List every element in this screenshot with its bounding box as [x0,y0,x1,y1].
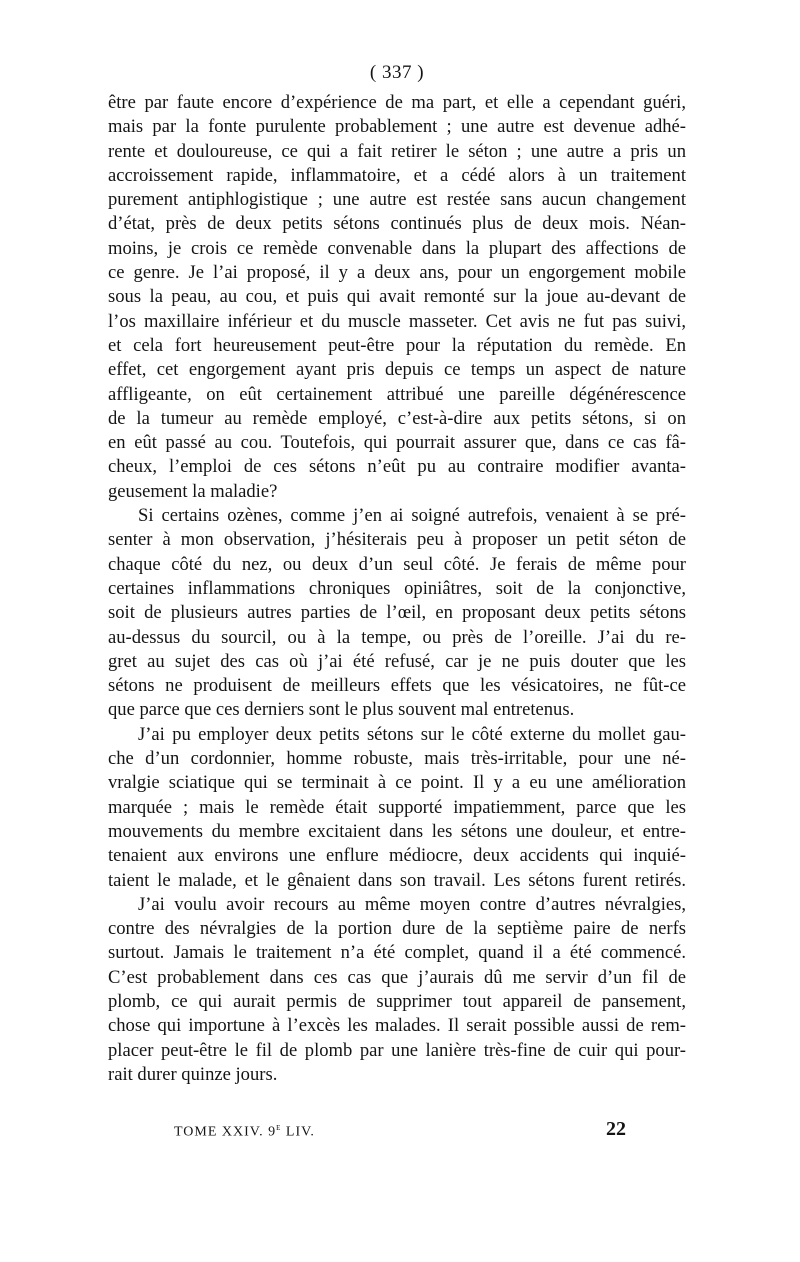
text-line: affligeante, on eût certainement attribué une pareille dégénérescence [108,383,686,405]
text-line: effet, cet engorgement ayant pris depuis ce temps un aspect de nature [108,359,686,381]
text-line: placer peut-être le fil de plomb par une lanière très-fine de cuir qui pour- [108,1039,686,1061]
page-number: ( 337 ) [369,62,425,83]
paragraph-first-line: J’ai voulu avoir recours au même moyen contre d’autres névralgies, [138,893,686,915]
text-line: être par faute encore d’expérience de ma part, et elle a cependant guéri, [108,92,686,113]
text-line: accroissement rapide, inflammatoire, et a cédé alors à un traitement [108,164,686,186]
text-line: tenaient aux environs une enflure médiocre, deux accidents qui inquié- [108,845,686,867]
paragraph-first-line: J’ai pu employer deux petits sétons sur le côté externe du mollet gau- [138,723,686,745]
text-line: chose qui importune à l’excès les malades. Il serait possible aussi de rem- [108,1015,686,1037]
text-line: C’est probablement dans ces cas que j’aurais dû me servir d’un fil de [108,966,686,988]
text-line: de la tumeur au remède employé, c’est-à-dire aux petits sétons, si on [108,407,686,429]
body-text [108,91,686,1087]
text-line: purement antiphlogistique ; une autre est restée sans aucun changement [108,189,686,211]
text-line: au-dessus du sourcil, ou à la tempe, ou près de l’oreille. J’ai du re- [108,626,686,648]
text-line: rente et douloureuse, ce qui a fait retirer le séton ; une autre a pris un [108,140,686,162]
text-line: chaque côté du nez, ou deux d’un seul côté. Je ferais de même pour [108,553,686,575]
text-line: plomb, ce qui aurait permis de supprimer tout appareil de pansement, [108,990,686,1012]
text-line: che d’un cordonnier, homme robuste, mais très-irritable, pour une né- [108,748,686,770]
text-line: mouvements du membre excitaient dans les sétons une douleur, et entre- [108,820,686,842]
text-line: vralgie sciatique qui se terminait à ce point. Il y a eu une amélioration [108,772,686,794]
page-footer [108,1118,686,1142]
text-line: contre des névralgies de la portion dure de la septième paire de nerfs [108,918,686,940]
signature-mark: 22 [606,1118,626,1140]
text-line: l’os maxillaire inférieur et du muscle masseter. Cet avis ne fut pas suivi, [108,310,686,332]
text-line: certaines inflammations chroniques opiniâtres, soit de la conjonctive, [108,577,686,599]
volume-superscript: e [276,1122,282,1133]
text-line: marquée ; mais le remède était supporté impatiemment, parce que les [108,796,686,818]
text-line: moins, je crois ce remède convenable dans la plupart des affections de [108,237,686,259]
paragraph-first-line: Si certains ozènes, comme j’en ai soigné autrefois, venaient à se pré- [138,505,686,527]
text-line: ce genre. Je l’ai proposé, il y a deux ans, pour un engorgement mobile [108,262,686,284]
text-line: rait durer quinze jours. [108,1063,278,1085]
text-line: et cela fort heureusement peut-être pour la réputation du remède. En [108,334,686,356]
text-line: senter à mon observation, j’hésiterais peu à proposer un petit séton de [108,529,686,551]
text-line: mais par la fonte purulente probablement ; une autre est devenue adhé- [108,116,686,138]
text-line: sétons ne produisent de meilleurs effets que les vésicatoires, ne fût-ce [108,675,686,697]
text-line: gret au sujet des cas où j’ai été refusé, car je ne puis douter que les [108,650,686,672]
text-line: soit de plusieurs autres parties de l’œil, en proposant deux petits sétons [108,602,686,624]
volume-prefix: TOME XXIV. 9 [174,1124,277,1140]
volume-suffix: LIV. [281,1124,315,1140]
text-line: d’état, près de deux petits sétons continués plus de deux mois. Néan- [108,213,686,235]
book-page [108,0,686,1262]
text-line: cheux, l’emploi de ces sétons n’eût pu au contraire modifier avanta- [108,456,686,478]
text-line: que parce que ces derniers sont le plus souvent mal entretenus. [108,699,575,721]
text-line: en eût passé au cou. Toutefois, qui pourrait assurer que, dans ce cas fâ- [108,432,686,454]
text-line: sous la peau, au cou, et puis qui avait remonté sur la joue au-devant de [108,286,686,308]
volume-label [174,1122,315,1141]
text-line: surtout. Jamais le traitement n’a été complet, quand il a été commencé. [108,942,686,964]
text-line: taient le malade, et le gênaient dans son travail. Les sétons furent retirés. [108,869,686,891]
text-line: geusement la maladie? [108,480,278,502]
